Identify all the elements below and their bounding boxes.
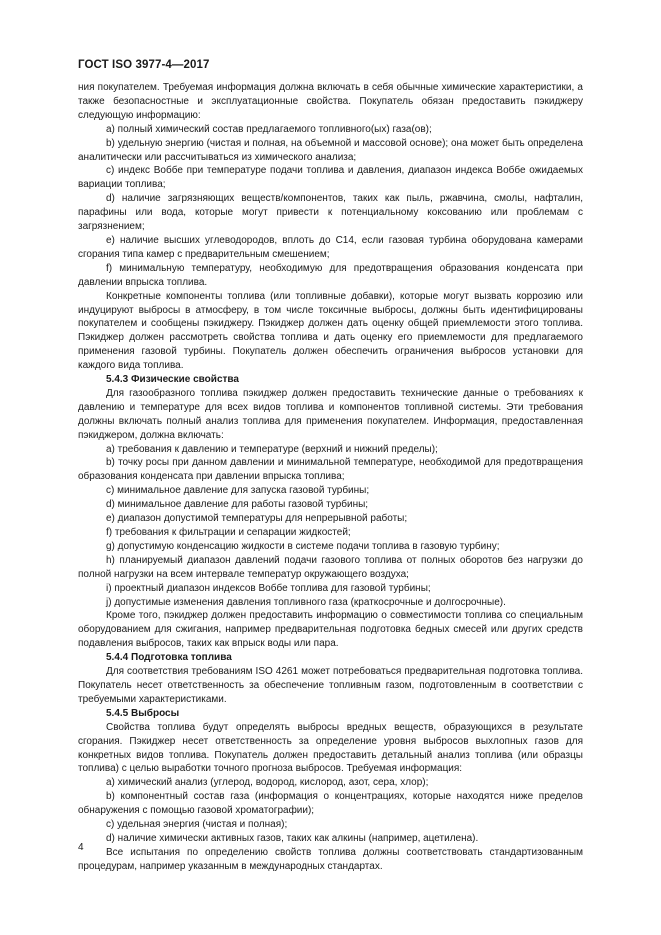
paragraph: Конкретные компоненты топлива (или топливные добавки), которые могут вызвать коррозию или индуцируют выбросы в атмосферу, в том числе токсичные выбросы, должны быть идентифицированы покупателем и сообщены пэкиджеру. Пэкиджер должен дать оценку общей приемлемости этого топлива. Пэкиджер должен рассмотреть свойства топлива и дать оценку его приемлемости для предлагаемого применения газовой турбины. Покупатель должен обеспечить ограничения выбросов установки для каждого вида топлива. — [78, 290, 583, 372]
paragraph: с) удельная энергия (чистая и полная); — [106, 819, 288, 831]
document-header: ГОСТ ISO 3977-4—2017 — [78, 59, 210, 71]
paragraph: d) наличие химически активных газов, таких как алкины (например, ацетилена). — [106, 832, 479, 844]
paragraph: Кроме того, пэкиджер должен предоставить информацию о совместимости топлива со специальным оборудованием для сжигания, например предварительная подготовка бедных смесей или других средств подавления выбросов, таких как впрыск воды или пара. — [78, 610, 583, 650]
paragraph: с) минимальное давление для запуска газовой турбины; — [106, 485, 370, 497]
paragraph: f) минимальную температуру, необходимую для предотвращения образования конденсата при давлении впрыска топлива. — [78, 262, 583, 288]
section-heading: 5.4.3 Физические свойства — [106, 374, 239, 386]
paragraph: h) планируемый диапазон давлений подачи газового топлива от полных оборотов без нагрузки до полной нагрузки на всем интервале температур окружающего воздуха; — [78, 554, 583, 580]
paragraph: b) удельную энергию (чистая и полная, на объемной и массовой основе); она может быть определена аналитически или рассчитываться из химического анализа; — [78, 137, 583, 163]
paragraph: е) наличие высших углеводородов, вплоть до С14, если газовая турбина оборудована камерами сгорания типа камер с предварительным смешением; — [78, 234, 583, 260]
paragraph: b) точку росы при данном давлении и минимальной температуре, необходимой для предотвращения образования конденсата при давлении впрыска топлива; — [78, 457, 583, 483]
paragraph: g) допустимую конденсацию жидкости в системе подачи топлива в газовую турбину; — [106, 540, 500, 552]
paragraph: а) требования к давлению и температуре (верхний и нижний пределы); — [106, 443, 438, 455]
paragraph: Для газообразного топлива пэкиджер должен предоставить технические данные о требованиях к давлению и температуре для всех видов топлива и компонентов топливной системы. Эти требования должны включать полный анализ топлива для применения покупателем. Информация, предоставленная пэкиджером, должна включать: — [78, 387, 583, 441]
paragraph: е) диапазон допустимой температуры для непрерывной работы; — [106, 513, 408, 525]
paragraph: j) допустимые изменения давления топливного газа (краткосрочные и долгосрочные). — [106, 596, 506, 608]
paragraph: b) компонентный состав газа (информация о концентрациях, которые находятся ниже пределов обнаружения с помощью газовой хроматографии); — [78, 791, 583, 817]
paragraph: а) химический анализ (углерод, водород, кислород, азот, сера, хлор); — [106, 777, 429, 789]
paragraph: Свойства топлива будут определять выбросы вредных веществ, образующихся в результате сгорания. Пэкиджер несет ответственность за определение уровня выбросов выхлопных газов для конкретных видов топлива. Покупатель должен предоставить детальный анализ топлива (или образцы топлива) с целью выработки точного прогноза выбросов. Требуемая информация: — [78, 721, 583, 775]
page-number: 4 — [78, 842, 84, 853]
paragraph: Для соответствия требованиям ISO 4261 может потребоваться предварительная подготовка топлива. Покупатель несет ответственность за обеспечение топливным газом, подготовленным в соответствии с требуемыми характеристиками. — [78, 666, 583, 705]
section-heading: 5.4.4 Подготовка топлива — [106, 652, 232, 664]
paragraph: d) минимальное давление для работы газовой турбины; — [106, 499, 369, 511]
section-heading: 5.4.5 Выбросы — [106, 707, 180, 719]
paragraph: d) наличие загрязняющих веществ/компонентов, таких как пыль, ржавчина, смолы, нафталин, парафины или вода, которые могут привести к потенциальному коксованию или проблемам с загрязнением; — [78, 193, 583, 233]
paragraph: i) проектный диапазон индексов Воббе топлива для газовой турбины; — [106, 582, 431, 594]
paragraph: f) требования к фильтрации и сепарации жидкостей; — [106, 527, 351, 538]
document-body — [78, 81, 583, 874]
paragraph: ния покупателем. Требуемая информация должна включать в себя обычные химические характеристики, а также безопасностные и эксплуатационные свойства. Покупатель обязан предоставить пэкиджеру следующую информацию: — [78, 82, 583, 121]
paragraph: а) полный химический состав предлагаемого топливного(ых) газа(ов); — [106, 123, 432, 135]
paragraph: с) индекс Воббе при температуре подачи топлива и давления, диапазон индекса Воббе ожидаемых вариации топлива; — [78, 165, 583, 191]
paragraph: Все испытания по определению свойств топлива должны соответствовать стандартизованным процедурам, например указанным в международных стандартах. — [78, 846, 583, 872]
